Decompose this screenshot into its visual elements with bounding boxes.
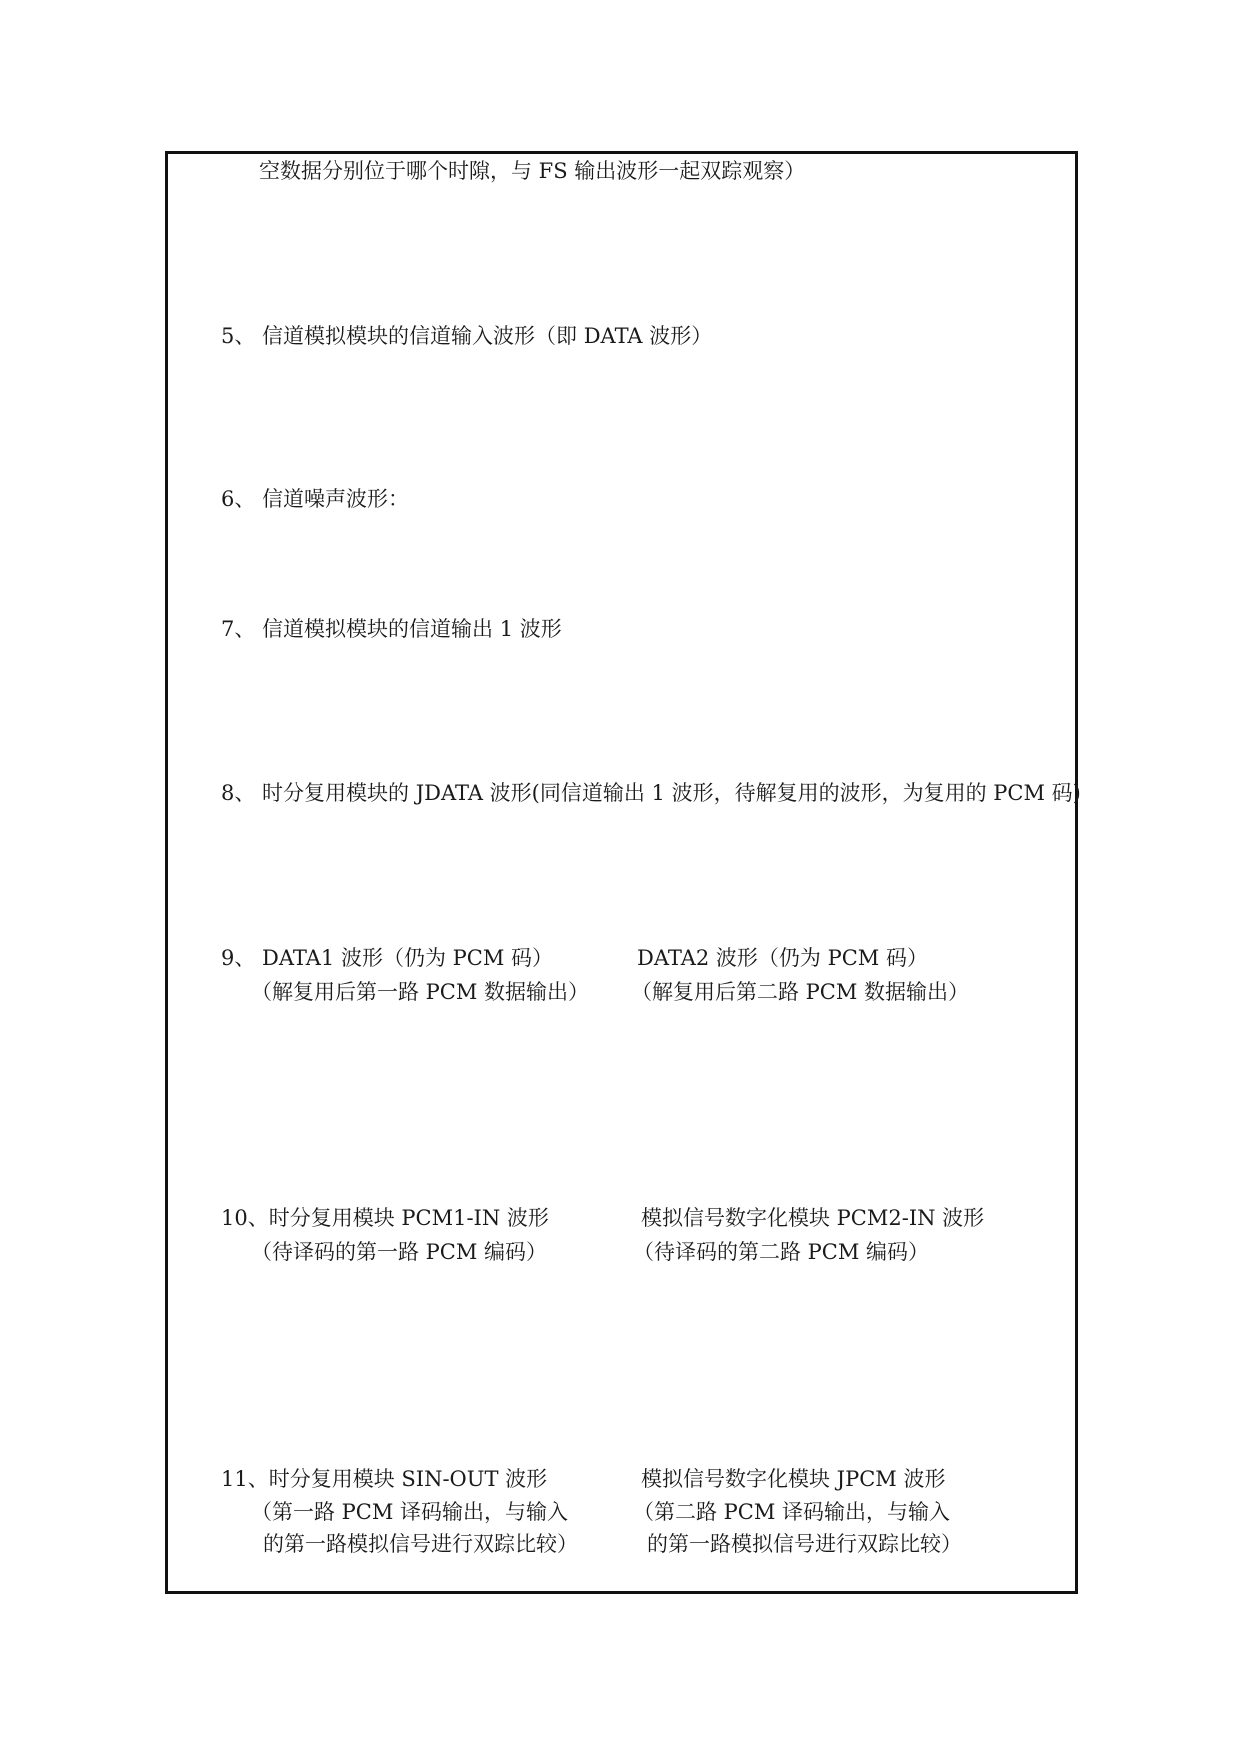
item-9-data1-label: 9、 DATA1 波形（仍为 PCM 码） (221, 946, 554, 970)
item-6-channel-noise: 6、 信道噪声波形： (221, 487, 410, 511)
item-7-channel-output: 7、 信道模拟模块的信道输出 1 波形 (221, 617, 562, 641)
item-10-pcm2-note: （待译码的第二路 PCM 编码） (633, 1240, 930, 1264)
text-line-continuation: 空数据分别位于哪个时隙，与 FS 输出波形一起双踪观察） (259, 159, 806, 183)
item-11-jpcm-label: 模拟信号数字化模块 JPCM 波形 (641, 1467, 946, 1491)
item-8-jdata-waveform: 8、 时分复用模块的 JDATA 波形(同信道输出 1 波形，待解复用的波形，为复用的 PCM 码) (221, 781, 1081, 805)
item-10-pcm2-label: 模拟信号数字化模块 PCM2-IN 波形 (641, 1206, 985, 1230)
item-11-jpcm-note-2: 的第一路模拟信号进行双踪比较） (647, 1532, 962, 1556)
item-10-pcm1-label: 10、时分复用模块 PCM1-IN 波形 (221, 1206, 549, 1230)
item-11-sinout-note-2: 的第一路模拟信号进行双踪比较） (263, 1532, 578, 1556)
item-5-channel-input: 5、 信道模拟模块的信道输入波形（即 DATA 波形） (221, 324, 713, 348)
item-9-data2-note: （解复用后第二路 PCM 数据输出） (631, 980, 970, 1004)
item-9-data2-label: DATA2 波形（仍为 PCM 码） (637, 946, 928, 970)
item-11-sinout-label: 11、时分复用模块 SIN-OUT 波形 (221, 1467, 548, 1491)
item-11-sinout-note-1: （第一路 PCM 译码输出，与输入 (251, 1500, 569, 1524)
page-border-frame (165, 151, 1078, 1594)
item-9-data1-note: （解复用后第一路 PCM 数据输出） (251, 980, 590, 1004)
item-10-pcm1-note: （待译码的第一路 PCM 编码） (251, 1240, 548, 1264)
item-11-jpcm-note-1: （第二路 PCM 译码输出，与输入 (633, 1500, 951, 1524)
